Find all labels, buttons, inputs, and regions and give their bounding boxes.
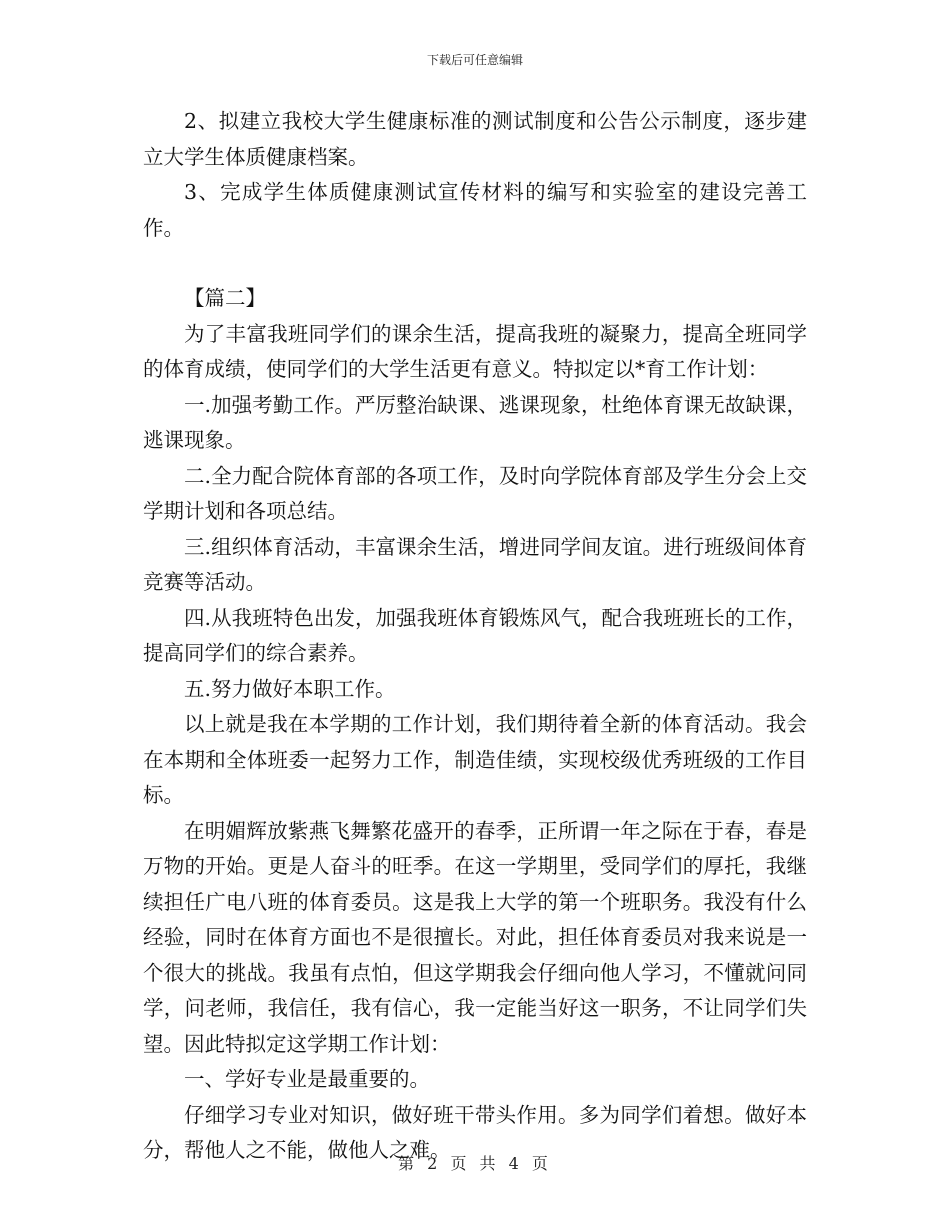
paragraph-study: 仔细学习专业对知识，做好班干带头作用。多为同学们着想。做好本分，帮他人之不能，做他人之难。 [143, 1102, 807, 1162]
paragraph-point-4: 四.从我班特色出发，加强我班体育锻炼风气，配合我班班长的工作，提高同学们的综合素养。 [143, 605, 807, 665]
document-body [143, 104, 807, 1169]
paragraph-item-3: 3、完成学生体质健康测试宣传材料的编写和实验室的建设完善工作。 [143, 180, 807, 240]
paragraph-intro: 为了丰富我班同学们的课余生活，提高我班的凝聚力，提高全班同学的体育成绩，使同学们的大学生活更有意义。特拟定以*育工作计划： [143, 321, 807, 381]
paragraph-spring: 在明媚辉放紫燕飞舞繁花盛开的春季，正所谓一年之际在于春，春是万物的开始。更是人奋斗的旺季。在这一学期里，受同学们的厚托，我继续担任广电八班的体育委员。这是我上大学的第一个班职务。我没有什么经验，同时在体育方面也不是很擅长。对此，担任体育委员对我来说是一个很大的挑战。我虽有点怕，但这学期我会仔细向他人学习，不懂就问同学，问老师，我信任，我有信心，我一定能当好这一职务，不让同学们失望。因此特拟定这学期工作计划： [143, 818, 807, 1056]
page-number: 第 2 页 共 4 页 [398, 1154, 552, 1173]
paragraph-point-2: 二.全力配合院体育部的各项工作，及时向学院体育部及学生分会上交学期计划和各项总结。 [143, 463, 807, 523]
paragraph-point-3: 三.组织体育活动，丰富课余生活，增进同学间友谊。进行班级间体育竞赛等活动。 [143, 534, 807, 594]
paragraph-point-1: 一.加强考勤工作。严厉整治缺课、逃课现象，杜绝体育课无故缺课，逃课现象。 [143, 392, 807, 452]
paragraph-subheading-1: 一、学好专业是最重要的。 [184, 1067, 430, 1091]
page-header: 下载后可任意编辑 [426, 53, 523, 67]
section-heading: 【篇二】 [184, 286, 266, 310]
paragraph-summary: 以上就是我在本学期的工作计划，我们期待着全新的体育活动。我会在本期和全体班委一起努力工作，制造佳绩，实现校级优秀班级的工作目标。 [143, 712, 807, 807]
paragraph-point-5: 五.努力做好本职工作。 [184, 676, 396, 701]
paragraph-item-2: 2、拟建立我校大学生健康标准的测试制度和公告公示制度，逐步建立大学生体质健康档案。 [143, 109, 807, 169]
